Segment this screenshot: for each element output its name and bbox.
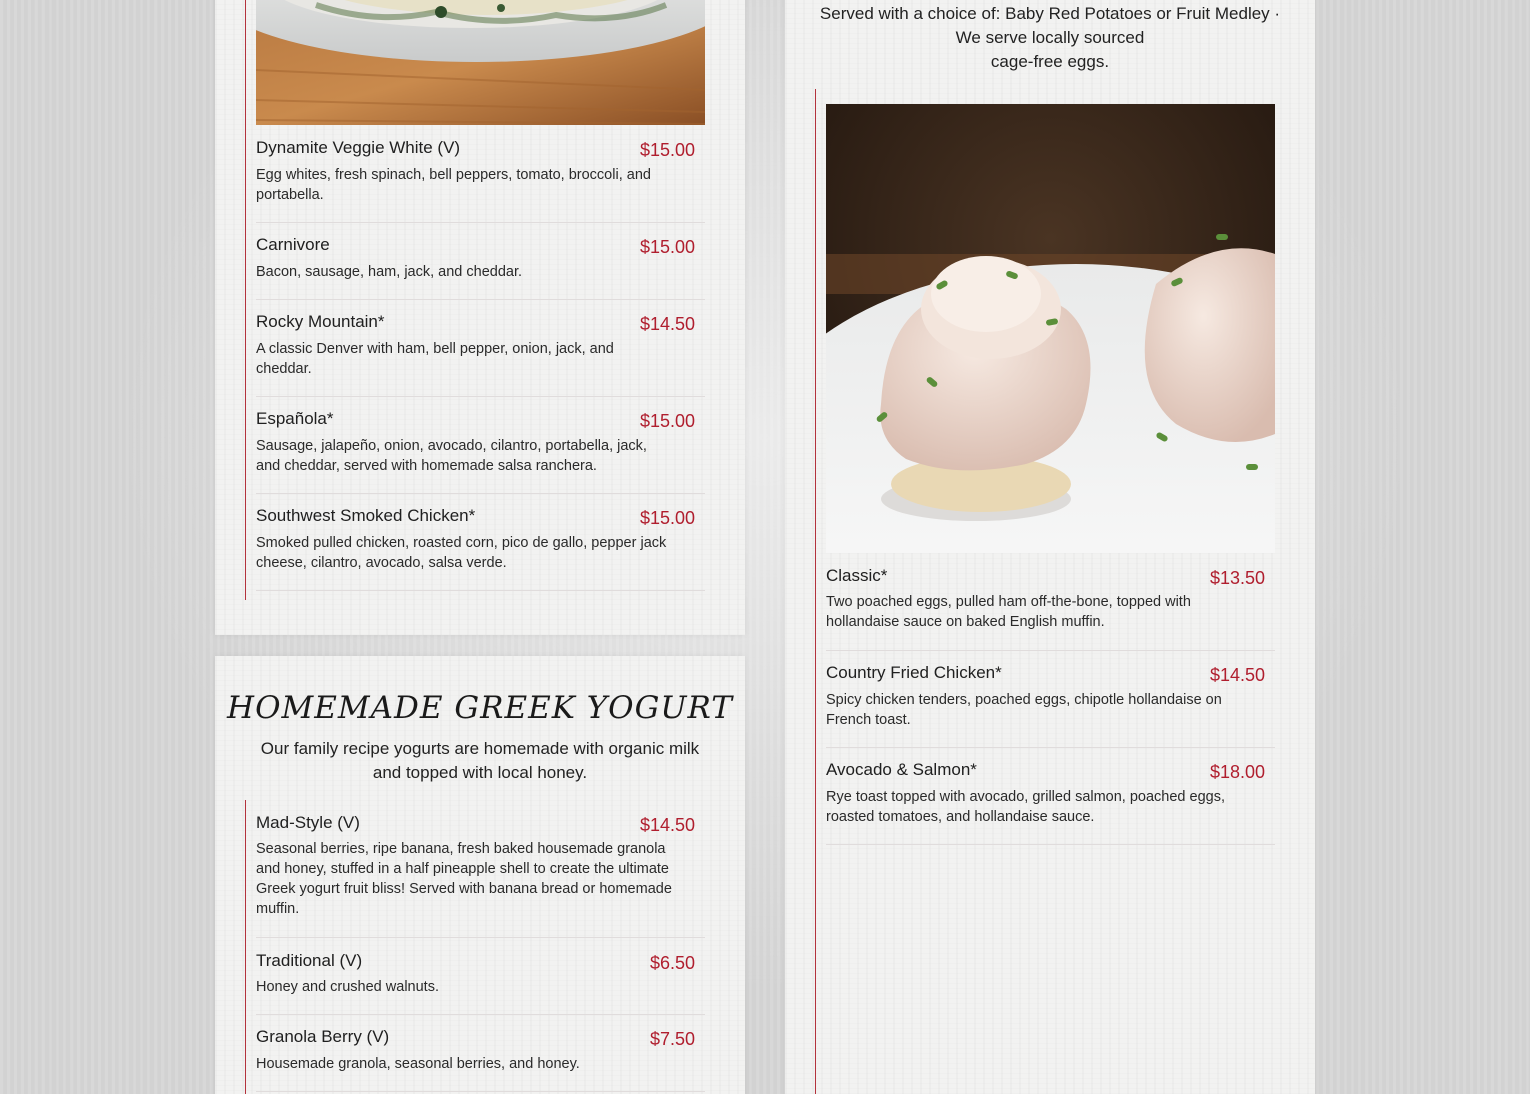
menu-item-description: Smoked pulled chicken, roasted corn, pico de gallo, pepper jack cheese, cilantro, avocado, salsa verde.: [256, 535, 667, 571]
menu-item-name: Dynamite Veggie White (V): [256, 138, 461, 157]
menu-item-description: A classic Denver with ham, bell pepper, onion, jack, and cheddar.: [256, 341, 614, 377]
menu-item-name: Carnivore: [256, 235, 330, 254]
menu-item-description: Housemade granola, seasonal berries, and honey.: [256, 1056, 580, 1072]
menu-item-description: Spicy chicken tenders, poached eggs, chipotle hollandaise on French toast.: [826, 692, 1222, 728]
menu-item-price: $14.50: [639, 815, 695, 835]
section-title: HOMEMADE GREEK YOGURT: [227, 690, 733, 726]
list-item: [256, 235, 705, 300]
list-item: [256, 138, 705, 223]
menu-item-price: $18.00: [1209, 762, 1265, 782]
menu-item-name: Mad-Style (V): [256, 813, 360, 832]
left-accent-rule: [245, 0, 246, 600]
list-item: [826, 566, 1275, 651]
menu-item-description: Sausage, jalapeño, onion, avocado, cilantro, portabella, jack, and cheddar, served with homemade salsa ranchera.: [256, 438, 647, 474]
menu-item-description: Bacon, sausage, ham, jack, and cheddar.: [256, 264, 523, 280]
menu-item-price: $15.00: [639, 411, 695, 431]
menu-item-price: $15.00: [639, 237, 695, 257]
menu-item-description: Seasonal berries, ripe banana, fresh baked housemade granola and honey, stuffed in a half pineapple shell to create the ultimate Greek yogurt fruit bliss! Served with banana bread or homemade muffin.: [256, 841, 672, 917]
list-item: [256, 409, 705, 494]
menu-item-description: Rye toast topped with avocado, grilled salmon, poached eggs, roasted tomatoes, and hollandaise sauce.: [826, 789, 1225, 825]
menu-item-description: Honey and crushed walnuts.: [256, 979, 439, 995]
menu-item-name: Classic*: [826, 566, 888, 585]
list-item: [826, 663, 1275, 748]
section-intro: [810, 2, 1290, 74]
section-subtitle: Our family recipe yogurts are homemade with organic milk and topped with local honey.: [260, 739, 700, 782]
menu-item-price: $7.50: [649, 1029, 695, 1049]
menu-item-price: $15.00: [639, 508, 695, 528]
list-item: [256, 506, 705, 591]
menu-item-description: Egg whites, fresh spinach, bell peppers, tomato, broccoli, and portabella.: [256, 167, 651, 203]
menu-item-name: Southwest Smoked Chicken*: [256, 506, 476, 525]
benedict-accent-rule: [815, 89, 816, 1094]
menu-item-price: $14.50: [639, 314, 695, 334]
list-item: [256, 312, 705, 397]
menu-item-name: Rocky Mountain*: [256, 312, 385, 331]
menu-item-price: $13.50: [1209, 568, 1265, 588]
menu-item-price: $14.50: [1209, 665, 1265, 685]
eggs-benedict-photo: [826, 104, 1275, 553]
list-item: [256, 1027, 705, 1092]
list-item: [256, 813, 705, 938]
menu-item-name: Country Fried Chicken*: [826, 663, 1002, 682]
menu-item-description: Two poached eggs, pulled ham off-the-bone, topped with hollandaise sauce on baked English muffin.: [826, 594, 1191, 630]
menu-item-name: Española*: [256, 409, 334, 428]
menu-item-name: Granola Berry (V): [256, 1027, 390, 1046]
list-item: [256, 951, 705, 1015]
menu-item-price: $6.50: [649, 953, 695, 973]
section-intro-line: cage-free eggs.: [990, 52, 1110, 71]
list-item: [826, 760, 1275, 845]
menu-item-name: Avocado & Salmon*: [826, 760, 977, 779]
menu-item-price: $15.00: [639, 140, 695, 160]
veggie-omelette-photo: [256, 0, 705, 125]
yogurt-accent-rule: [245, 800, 246, 1094]
menu-item-name: Traditional (V): [256, 951, 363, 970]
section-intro-line: Served with a choice of: Baby Red Potatoes or Fruit Medley · We serve locally sourced: [819, 4, 1281, 47]
